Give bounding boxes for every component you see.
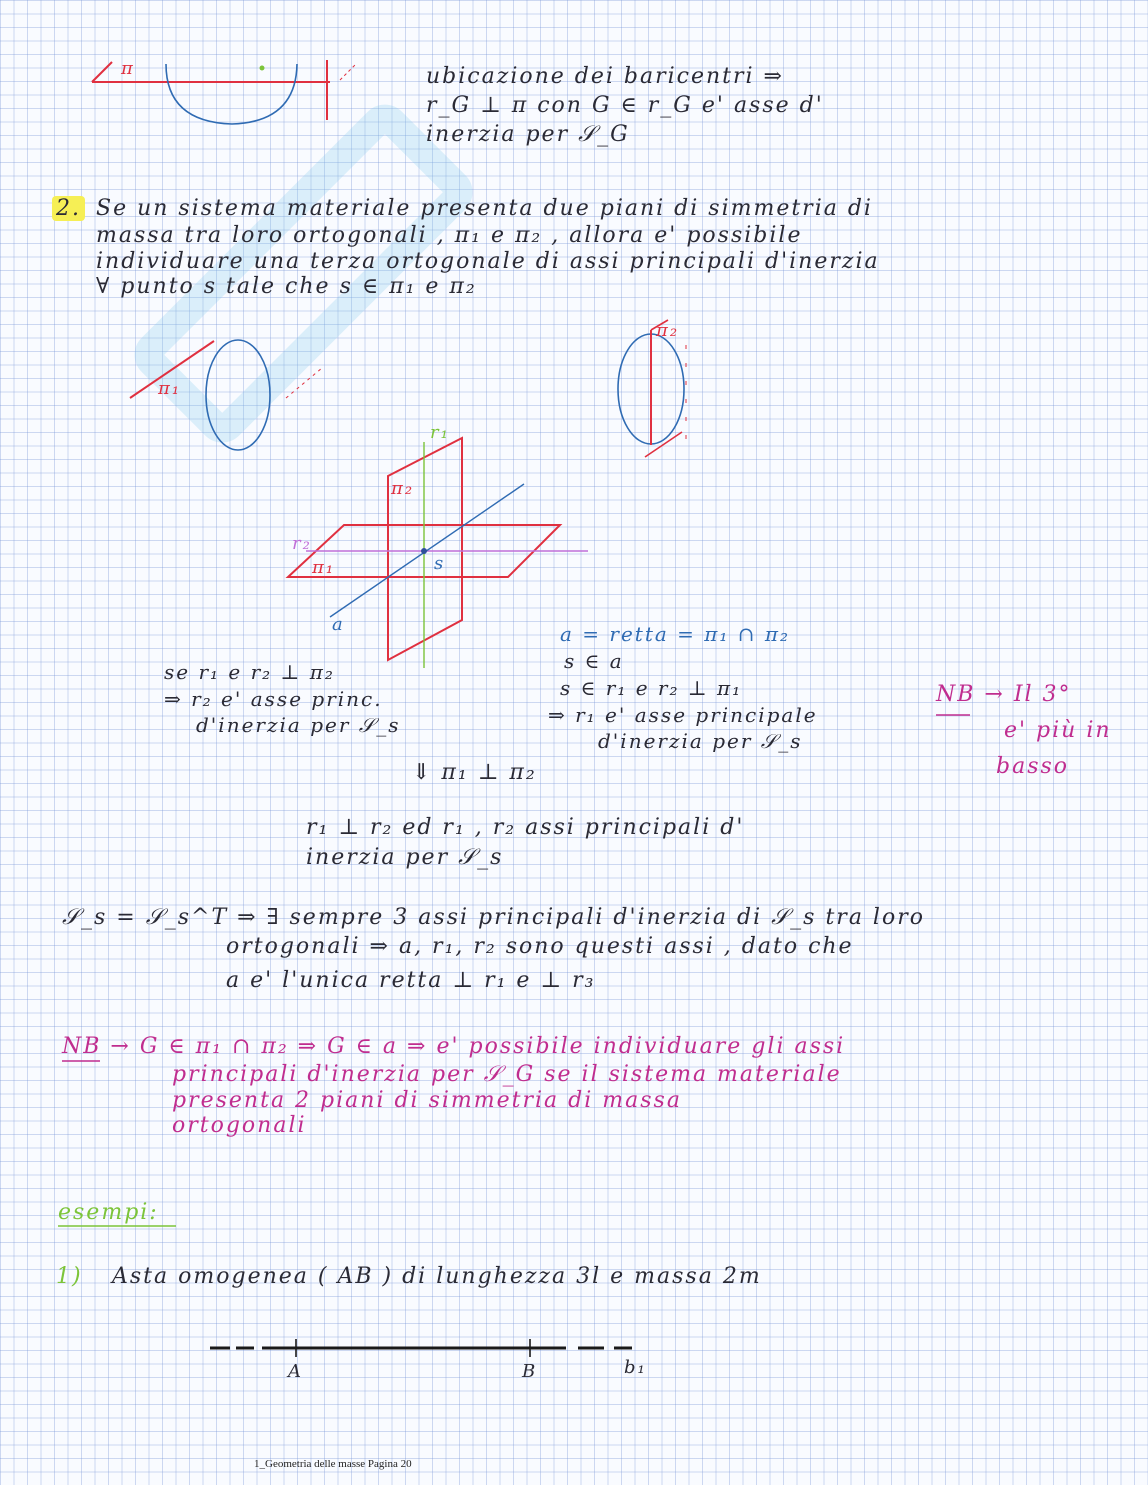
conclusion-1: ⇓ π₁ ⊥ π₂ (412, 760, 537, 785)
label-pi1-small: π₁ (158, 378, 182, 399)
item-2-number-highlight: 2. (52, 196, 85, 221)
rod-label-a: A (288, 1361, 303, 1382)
conclusion-2: r₁ ⊥ r₂ ed r₁ , r₂ assi principali d' (306, 815, 745, 840)
theorem-1: 𝒮_s = 𝒮_s^T ⇒ ∃ sempre 3 assi principali d'inerzia di 𝒮_s tra loro (62, 905, 925, 930)
item-2-line-3: individuare una terza ortogonale di assi principali d'inerzia (96, 249, 880, 274)
label-s: s (434, 553, 446, 574)
label-pi2: π₂ (391, 478, 415, 499)
left-note-3: d'inerzia per 𝒮_s (196, 713, 401, 737)
rod-label-b: B (522, 1361, 538, 1382)
top-pi-label: π (121, 58, 135, 79)
example-number: 1) (56, 1264, 83, 1289)
nb-side-2: e' più in (1004, 718, 1112, 743)
rod-diagram (210, 1339, 632, 1357)
nb-side-3: basso (996, 754, 1070, 779)
nb-bottom-1: NB → G ∈ π₁ ∩ π₂ ⇒ G ∈ a ⇒ e' possibile individuare gli assi (62, 1034, 846, 1059)
top-line-3: inerzia per 𝒮_G (426, 122, 630, 147)
page-footer: 1_Geometria delle masse Pagina 20 (254, 1458, 412, 1470)
item-2-line-4: ∀ punto s tale che s ∈ π₁ e π₂ (96, 274, 477, 299)
item-2-number (52, 196, 85, 221)
theorem-3: a e' l'unica retta ⊥ r₁ e ⊥ r₃ (226, 968, 596, 993)
label-pi1: π₁ (312, 557, 336, 578)
item-2-line-2: massa tra loro ortogonali , π₁ e π₂ , allora e' possibile (96, 223, 803, 248)
item-2-line-1: Se un sistema materiale presenta due piani di simmetria di (96, 196, 873, 221)
left-note-2: ⇒ r₂ e' asse princ. (164, 687, 383, 711)
conclusion-3: inerzia per 𝒮_s (306, 845, 504, 870)
theorem-2: ortogonali ⇒ a, r₁, r₂ sono questi assi , dato che (226, 934, 854, 959)
example-text: Asta omogenea ( AB ) di lunghezza 3l e massa 2m (112, 1264, 762, 1289)
examples-heading: esempi: (58, 1200, 159, 1225)
nb-bottom-3: presenta 2 piani di simmetria di massa (172, 1088, 682, 1113)
right-note-4: ⇒ r₁ e' asse principale (548, 703, 818, 727)
nb-bottom-2: principali d'inerzia per 𝒮_G se il sistema materiale (172, 1062, 842, 1087)
label-r2: r₂ (292, 533, 312, 554)
right-note-5: d'inerzia per 𝒮_s (598, 729, 803, 753)
rod-label-axis: b₁ (624, 1357, 647, 1378)
nb-side-1: NB → Il 3° (936, 682, 1072, 707)
label-pi2-small: π₂ (656, 320, 680, 341)
label-a: a (332, 614, 345, 635)
right-note-3: s ∈ r₁ e r₂ ⊥ π₁ (560, 676, 743, 700)
right-note-1: a = retta = π₁ ∩ π₂ (560, 622, 791, 646)
right-note-2: s ∈ a (564, 649, 624, 673)
nb-bottom-4: ortogonali (172, 1113, 307, 1138)
top-line-1: ubicazione dei baricentri ⇒ (426, 64, 784, 89)
top-line-2: r_G ⊥ π con G ∈ r_G e' asse d' (426, 93, 824, 118)
label-r1: r₁ (430, 422, 450, 443)
left-note-1: se r₁ e r₂ ⊥ π₂ (164, 660, 335, 684)
